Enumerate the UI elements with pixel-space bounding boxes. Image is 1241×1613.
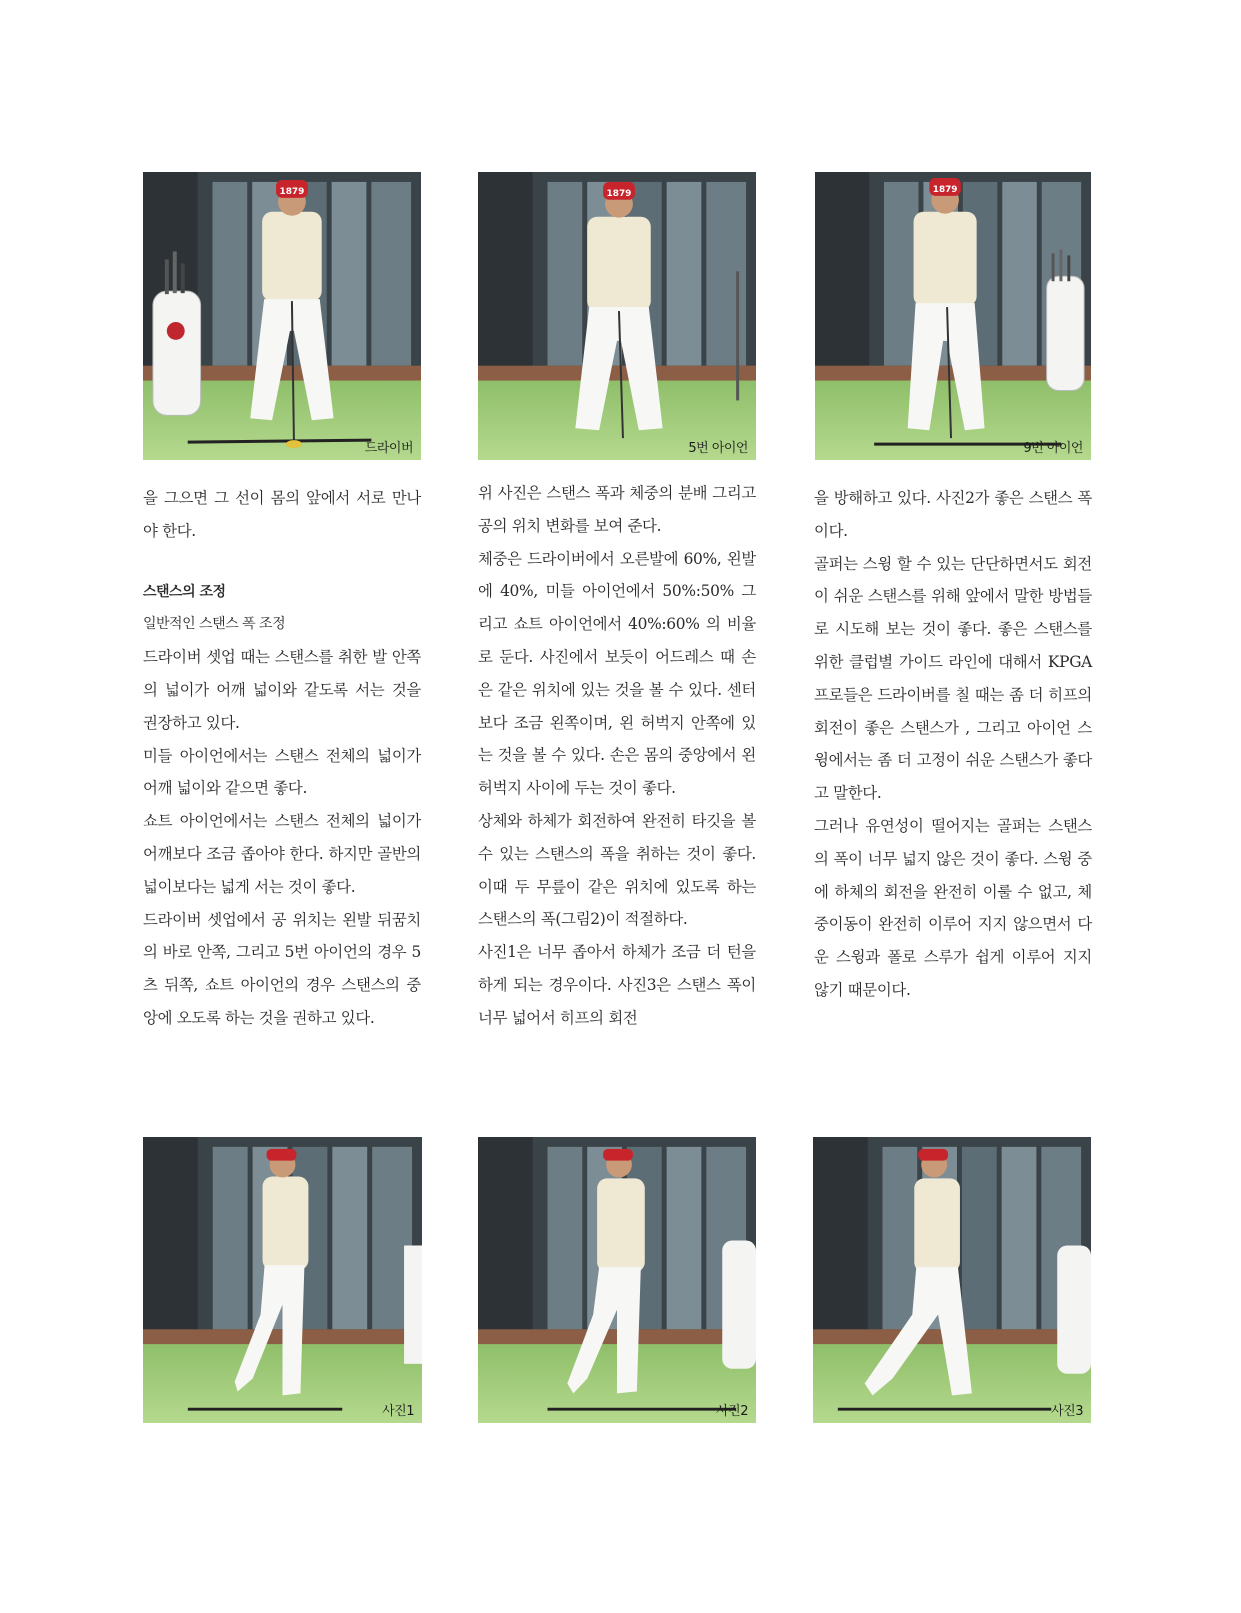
- photo-caption: 사진3: [1051, 1404, 1083, 1419]
- paragraph: 미들 아이언에서는 스탠스 전체의 넓이가 어깨 넓이와 같으면 좋다.: [143, 746, 421, 798]
- paragraph: 체중은 드라이버에서 오른발에 60%, 왼발에 40%, 미들 아이언에서 50%:50% 그리고 쇼트 아이언에서 40%:60% 의 비율로 둔다. 사진에서 보듯이 어드레스 때 손은 같은 위치에 있는 것을 볼 수 있다. 센터보다 조금 왼쪽이며, 왼 허벅지 안쪽에 있는 것을 볼 수 있다. 손은 몸의 중앙에서 왼 허벅지 사이에 두는 것이 좋다.: [478, 549, 756, 798]
- photo-caption: 5번 아이언: [688, 441, 748, 456]
- intro-paragraph: 을 그으면 그 선이 몸의 앞에서 서로 만나야 한다.: [143, 489, 421, 540]
- photo-caption: 사진1: [382, 1404, 414, 1419]
- paragraph: 위 사진은 스탠스 폭과 체중의 분배 그리고 공의 위치 변화를 보여 준다.: [478, 484, 756, 535]
- text-column-3: [814, 482, 1092, 1007]
- text-column-2: [478, 477, 756, 1035]
- paragraph: 사진1은 너무 좁아서 하체가 조금 더 턴을 하게 되는 경우이다. 사진3은 스탠스 폭이 너무 넓어서 히프의 회전: [478, 943, 756, 1027]
- paragraph: 드라이버 셋업 때는 스탠스를 취한 발 안쪽의 넓이가 어깨 넓이와 같도록 서는 것을 권장하고 있다.: [143, 648, 421, 732]
- paragraph: 쇼트 아이언에서는 스탠스 전체의 넓이가 어깨보다 조금 좁아야 한다. 하지만 골반의 넓이보다는 넓게 서는 것이 좋다.: [143, 812, 421, 896]
- paragraph: 그러나 유연성이 떨어지는 골퍼는 스탠스의 폭이 너무 넓지 않은 것이 좋다. 스윙 중에 하체의 회전을 완전히 이룰 수 없고, 체중이동이 완전히 이루어 지지 않으면서 다운 스윙과 폴로 스루가 쉽게 이루어 지지 않기 때문이다.: [814, 816, 1092, 999]
- photo-caption: 사진2: [716, 1404, 748, 1419]
- photo-driver-stance: [143, 172, 421, 460]
- paragraph: 드라이버 셋업에서 공 위치는 왼발 뒤꿈치의 바로 안쪽, 그리고 5번 아이언의 경우 5츠 뒤쪽, 쇼트 아이언의 경우 스탠스의 중앙에 오도록 하는 것을 권하고 있다.: [143, 910, 421, 1027]
- photo-follow-through-3: [813, 1137, 1091, 1423]
- photo-follow-through-2: [478, 1137, 756, 1423]
- paragraph: 상체와 하체가 회전하여 완전히 타깃을 볼 수 있는 스탠스의 폭을 취하는 것이 좋다. 이때 두 무릎이 같은 위치에 있도록 하는 스탠스의 폭(그림2)이 적절하다.: [478, 811, 756, 929]
- cap-logo-text: 1879: [606, 188, 632, 199]
- paragraph: 골퍼는 스윙 할 수 있는 단단하면서도 회전이 쉬운 스탠스를 위해 앞에서 말한 방법들로 시도해 보는 것이 좋다. 좋은 스탠스를 위한 클럽별 가이드 라인에 대해서 KPGA프로들은 드라이버를 칠 때는 좀 더 히프의 회전이 좋은 스탠스가 , 그리고 아이언 스윙에서는 좀 더 고정이 쉬운 스탠스가 좋다고 말한다.: [814, 554, 1092, 803]
- section-heading: 스탠스의 조정: [143, 583, 226, 600]
- text-column-1: [143, 482, 421, 1035]
- cap-logo-text: 1879: [279, 186, 305, 197]
- photo-5-iron-stance: [478, 172, 756, 460]
- photo-9-iron-stance: [815, 172, 1091, 460]
- cap-logo-text: 1879: [932, 184, 958, 195]
- photo-follow-through-1: [143, 1137, 422, 1423]
- photo-caption: 9번 아이언: [1023, 441, 1083, 456]
- photo-caption: 드라이버: [364, 441, 413, 456]
- section-subheading: 일반적인 스탠스 폭 조정: [143, 616, 286, 633]
- paragraph: 을 방해하고 있다. 사진2가 좋은 스탠스 폭이다.: [814, 489, 1092, 540]
